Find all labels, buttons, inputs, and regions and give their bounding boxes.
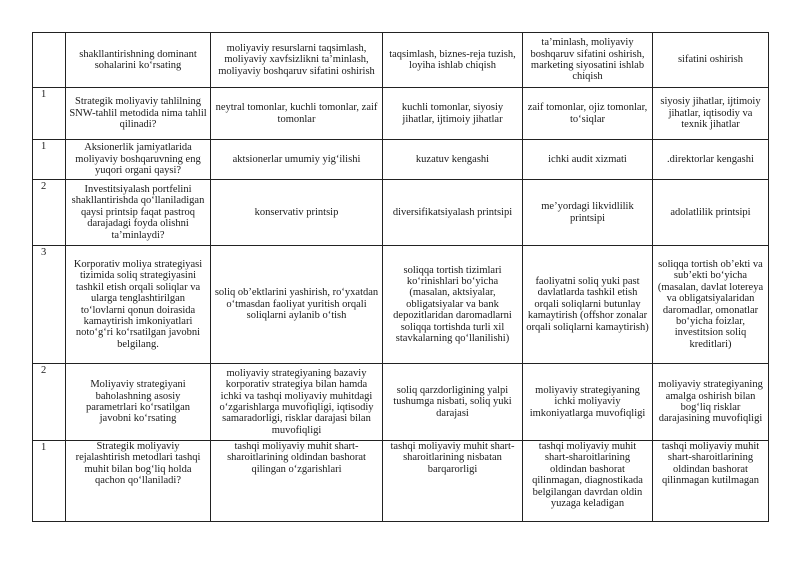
answer-cell: faoliyatni soliq yuki past davlatlarda tashkil etish orqali soliqlarni butunlay kamaytirish (offshor zonalar orqali soliqlarni kamaytirish)	[523, 246, 653, 364]
row-number: 1	[33, 140, 66, 180]
answer-cell: soliq qarzdorligining yalpi tushumga nisbati, soliq yuki darajasi	[383, 364, 523, 441]
table-row	[33, 140, 769, 180]
row-number	[33, 33, 66, 88]
answer-cell: tashqi moliyaviy muhit shart-sharoitlarining nisbatan barqarorligi	[383, 441, 523, 522]
table-row	[33, 246, 769, 364]
answer-cell: moliyaviy resurslarni taqsimlash, moliyaviy xavfsizlikni ta’minlash, moliyaviy boshqaruv sifatini oshirish	[211, 33, 383, 88]
table-row	[33, 364, 769, 441]
question-cell: shakllantirishning dominant sohalarini ko‘rsating	[66, 33, 211, 88]
table-row	[33, 180, 769, 246]
question-cell: Aksionerlik jamiyatlarida moliyaviy boshqaruvning eng yuqori organi qaysi?	[66, 140, 211, 180]
answer-cell: moliyaviy strategiyaning amalga oshirish bilan bog‘liq risklar darajasining muvofiqligi	[653, 364, 769, 441]
answer-cell: taqsimlash, biznes-reja tuzish, loyiha ishlab chiqish	[383, 33, 523, 88]
question-cell: Strategik moliyaviy rejalashtirish metodlari tashqi muhit bilan bog‘liq holda qachon qo‘llaniladi?	[66, 441, 211, 522]
answer-cell: tashqi moliyaviy muhit shart-sharoitlarining oldindan bashorat qilingan o‘zgarishlari	[211, 441, 383, 522]
answer-cell: kuchli tomonlar, siyosiy jihatlar, ijtimoiy jihatlar	[383, 88, 523, 140]
row-number: 2	[33, 180, 66, 246]
answer-cell: .direktorlar kengashi	[653, 140, 769, 180]
answer-cell: moliyaviy strategiyaning ichki moliyaviy imkoniyatlarga muvofiqligi	[523, 364, 653, 441]
question-cell: Moliyaviy strategiyani baholashning asosiy parametrlari ko‘rsatilgan javobni ko‘rsating	[66, 364, 211, 441]
answer-cell: ta’minlash, moliyaviy boshqaruv sifatini oshirish, marketing siyosatini ishlab chiqish	[523, 33, 653, 88]
answer-cell: neytral tomonlar, kuchli tomonlar, zaif tomonlar	[211, 88, 383, 140]
answer-cell: adolatlilik printsipi	[653, 180, 769, 246]
answer-cell: soliqqa tortish ob’ekti va sub’ekti bo‘yicha (masalan, davlat lotereya va obligatsiyalaridan daromadlar, omonatlar bo‘yicha foizlar, investitsion soliq kreditlari)	[653, 246, 769, 364]
answer-cell: aktsionerlar umumiy yig‘ilishi	[211, 140, 383, 180]
row-number: 3	[33, 246, 66, 364]
table-row	[33, 441, 769, 522]
question-cell: Strategik moliyaviy tahlilning SNW-tahlil metodida nima tahlil qilinadi?	[66, 88, 211, 140]
question-cell: Investitsiyalash portfelini shakllantirishda qo‘llaniladigan qaysi printsip faqat pastroq darajadagi foyda olishni ta’minlaydi?	[66, 180, 211, 246]
answer-cell: moliyaviy strategiyaning bazaviy korporativ strategiya bilan hamda ichki va tashqi moliyaviy muhitdagi o‘zgarishlarga muvofiqligi, iqtisodiy samaradorligi, risklar darajasi bilan muvofiqligi	[211, 364, 383, 441]
answer-cell: tashqi moliyaviy muhit shart-sharoitlarining oldindan bashorat qilinmagan kutilmagan	[653, 441, 769, 522]
answer-cell: siyosiy jihatlar, ijtimoiy jihatlar, iqtisodiy va texnik jihatlar	[653, 88, 769, 140]
table-row	[33, 33, 769, 88]
table-row	[33, 88, 769, 140]
row-number: 1	[33, 441, 66, 522]
answer-cell: soliq ob’ektlarini yashirish, ro‘yxatdan o‘tmasdan faoliyat yuritish orqali soliqlarni aylanib o‘tish	[211, 246, 383, 364]
question-cell: Korporativ moliya strategiyasi tizimida soliq strategiyasini tashkil etish orqali soliqlar va ularga tenglashtirilgan to‘lovlarni qonun doirasida kamaytirish imkoniyatlari noto‘g‘ri ko‘rsatilgan javobni belgilang.	[66, 246, 211, 364]
question-table	[32, 32, 769, 522]
answer-cell: sifatini oshirish	[653, 33, 769, 88]
answer-cell: tashqi moliyaviy muhit shart-sharoitlarining oldindan bashorat qilinmagan, diagnostikada belgilangan davrdan oldin yuzaga keladigan	[523, 441, 653, 522]
answer-cell: ichki audit xizmati	[523, 140, 653, 180]
document-page	[32, 32, 768, 522]
answer-cell: me’yordagi likvidlilik printsipi	[523, 180, 653, 246]
row-number: 1	[33, 88, 66, 140]
answer-cell: zaif tomonlar, ojiz tomonlar, to‘siqlar	[523, 88, 653, 140]
answer-cell: diversifikatsiyalash printsipi	[383, 180, 523, 246]
row-number: 2	[33, 364, 66, 441]
answer-cell: soliqqa tortish tizimlari ko‘rinishlari bo‘yicha (masalan, aktsiyalar, obligatsiyalar va bank depozitlaridan daromadlarni soliqqa tortishda turli xil stavkalarning qo‘llanilishi)	[383, 246, 523, 364]
answer-cell: kuzatuv kengashi	[383, 140, 523, 180]
answer-cell: konservativ printsip	[211, 180, 383, 246]
